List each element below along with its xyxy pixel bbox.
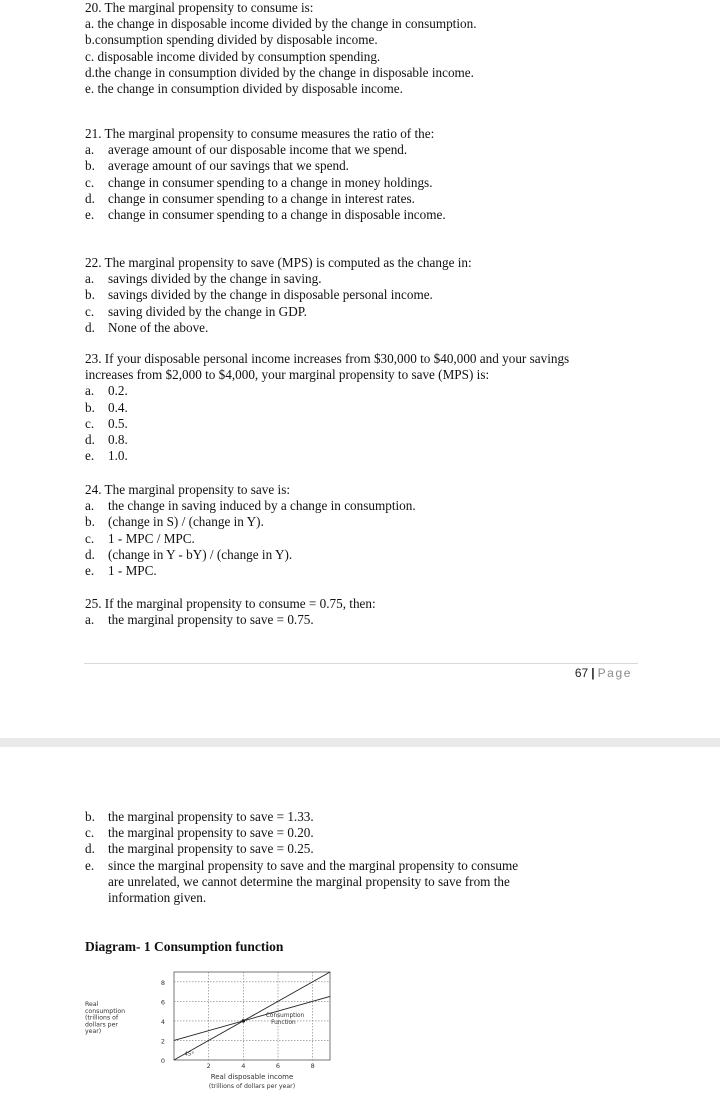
option-letter: b. (85, 399, 95, 415)
option-text: savings divided by the change in saving. (108, 271, 322, 287)
option-c (85, 416, 685, 432)
option-letter: a. (85, 383, 95, 399)
option-d (85, 432, 685, 448)
option-text: 0.4. (108, 399, 128, 415)
option-c (85, 825, 685, 841)
option-c (85, 175, 685, 191)
footer-separator: | (591, 666, 595, 680)
option-text: savings divided by the change in disposable personal income. (108, 287, 433, 303)
option-d (85, 320, 685, 336)
option-letter: d. (85, 841, 95, 857)
option-letter: c. (85, 415, 95, 431)
option-letter: a. (85, 498, 95, 514)
diagram-title: Diagram- 1 Consumption function (85, 939, 284, 954)
option-text: change in consumer spending to a change in money holdings. (108, 174, 433, 190)
option-a (85, 271, 685, 287)
x-axis-sublabel: (trillions of dollars per year) (208, 1083, 296, 1090)
y-axis-label-line: Real (85, 1001, 99, 1008)
option-e (85, 563, 685, 579)
option-d (85, 841, 685, 857)
question-25-continued (85, 809, 685, 906)
consumption-function-chart (80, 968, 350, 1096)
question-stem: 20. The marginal propensity to consume is: (85, 0, 314, 15)
option-text: the marginal propensity to save = 0.20. (108, 825, 314, 841)
option-text: the marginal propensity to save = 1.33. (108, 809, 314, 824)
option-letter: e. (85, 448, 95, 464)
option-letter: d. (85, 319, 95, 335)
y-axis-label-line: consumption (85, 1007, 126, 1015)
x-axis-label: Real disposable income (210, 1073, 294, 1081)
option-c (85, 304, 685, 320)
option-b (85, 514, 685, 530)
y-tick-label: 4 (160, 1017, 166, 1026)
intersection-point (242, 1019, 246, 1023)
y-tick-label: 6 (160, 998, 166, 1007)
option-a (85, 383, 685, 399)
page-number: 67 (574, 666, 589, 680)
option-letter: a. (85, 612, 95, 628)
question-21 (85, 126, 685, 223)
option-text: 0.5. (108, 415, 128, 431)
option-text: 0.2. (108, 383, 128, 399)
option-e (85, 858, 685, 907)
y-axis-label-line: year) (85, 1028, 102, 1036)
question-stem: 25. If the marginal propensity to consume = 0.75, then: (85, 596, 376, 611)
consumption-annotation: Consumption (265, 1012, 305, 1019)
option-text: average amount of our savings that we spend. (108, 158, 349, 174)
question-20 (85, 0, 685, 97)
option-text: (change in Y - bY) / (change in Y). (108, 546, 293, 562)
option-letter: d. (85, 546, 95, 562)
question-stem: 21. The marginal propensity to consume measures the ratio of the: (85, 126, 435, 141)
option-letter: c. (85, 174, 95, 190)
option-text: 1 - MPC / MPC. (108, 530, 195, 546)
option-letter: d. (85, 431, 95, 447)
option-letter: a. (85, 142, 95, 158)
question-stem-line-1: 23. If your disposable personal income increases from $30,000 to $40,000 and your savings (85, 351, 570, 366)
x-tick-label: 6 (275, 1062, 281, 1070)
option-letter: a. (85, 271, 95, 287)
option-text: the marginal propensity to save = 0.25. (108, 841, 314, 857)
function-annotation: Function (271, 1019, 296, 1026)
option-e (85, 207, 685, 223)
question-stem: 22. The marginal propensity to save (MPS) is computed as the change in: (85, 255, 472, 270)
option-letter: b. (85, 514, 95, 530)
forty-five-degree-annotation: 45° (184, 1051, 195, 1058)
option-letter: d. (85, 190, 95, 206)
option-a (85, 142, 685, 158)
option-c: c. disposable income divided by consumption spending. (85, 48, 381, 64)
option-b: b.consumption spending divided by disposable income. (85, 32, 378, 48)
option-text: the change in saving induced by a change in consumption. (108, 498, 416, 514)
y-tick-label: 2 (160, 1037, 166, 1046)
option-d (85, 191, 685, 207)
option-letter: b. (85, 809, 95, 824)
footer-divider (84, 663, 638, 664)
option-a: a. the change in disposable income divided by the change in consumption. (85, 16, 477, 32)
question-24 (85, 482, 685, 579)
option-text: average amount of our disposable income that we spend. (108, 142, 408, 158)
x-tick-label: 4 (241, 1062, 246, 1070)
option-letter: e. (85, 857, 95, 873)
x-tick-label: 2 (206, 1062, 211, 1070)
option-text: the marginal propensity to save = 0.75. (108, 612, 314, 628)
y-axis-label-line: (trillions of (85, 1014, 119, 1022)
question-stem-line-2: increases from $2,000 to $4,000, your marginal propensity to save (MPS) is: (85, 367, 490, 383)
option-letter: c. (85, 303, 95, 319)
option-text: change in consumer spending to a change in disposable income. (108, 206, 446, 222)
option-letter: b. (85, 287, 95, 303)
option-letter: e. (85, 562, 95, 578)
x-tick-label: 8 (310, 1062, 315, 1070)
option-c (85, 531, 685, 547)
option-text: None of the above. (108, 319, 209, 335)
option-text: 1 - MPC. (108, 562, 157, 578)
option-text: saving divided by the change in GDP. (108, 303, 307, 319)
y-tick-label: 0 (160, 1057, 166, 1065)
option-a (85, 612, 685, 628)
question-22 (85, 255, 685, 336)
page-footer (575, 666, 632, 680)
page-gap (0, 738, 720, 747)
option-text: (change in S) / (change in Y). (108, 514, 264, 530)
option-b (85, 400, 685, 416)
option-letter: c. (85, 530, 95, 546)
option-letter: e. (85, 206, 95, 222)
forty-five-degree-line (174, 972, 330, 1060)
option-e (85, 448, 685, 464)
consumption-function-line (174, 996, 330, 1040)
y-tick-label: 8 (160, 978, 166, 987)
option-text: change in consumer spending to a change in interest rates. (108, 190, 415, 206)
option-letter: b. (85, 158, 95, 174)
option-text: since the marginal propensity to save and the marginal propensity to consume are unrelated, we cannot determine the marginal propensity to save from the information given. (108, 857, 519, 905)
option-d (85, 547, 685, 563)
option-letter: c. (85, 825, 95, 841)
option-text: 1.0. (108, 448, 128, 464)
y-axis-label-line: dollars per (85, 1021, 118, 1029)
question-23 (85, 351, 685, 464)
option-b (85, 809, 685, 825)
option-text: 0.8. (108, 431, 128, 447)
option-b (85, 287, 685, 303)
option-e: e. the change in consumption divided by disposable income. (85, 80, 403, 96)
page-word: Page (597, 666, 632, 680)
question-25 (85, 596, 685, 628)
option-a (85, 498, 685, 514)
option-d: d.the change in consumption divided by the change in disposable income. (85, 64, 474, 80)
option-b (85, 158, 685, 174)
question-stem: 24. The marginal propensity to save is: (85, 482, 290, 497)
